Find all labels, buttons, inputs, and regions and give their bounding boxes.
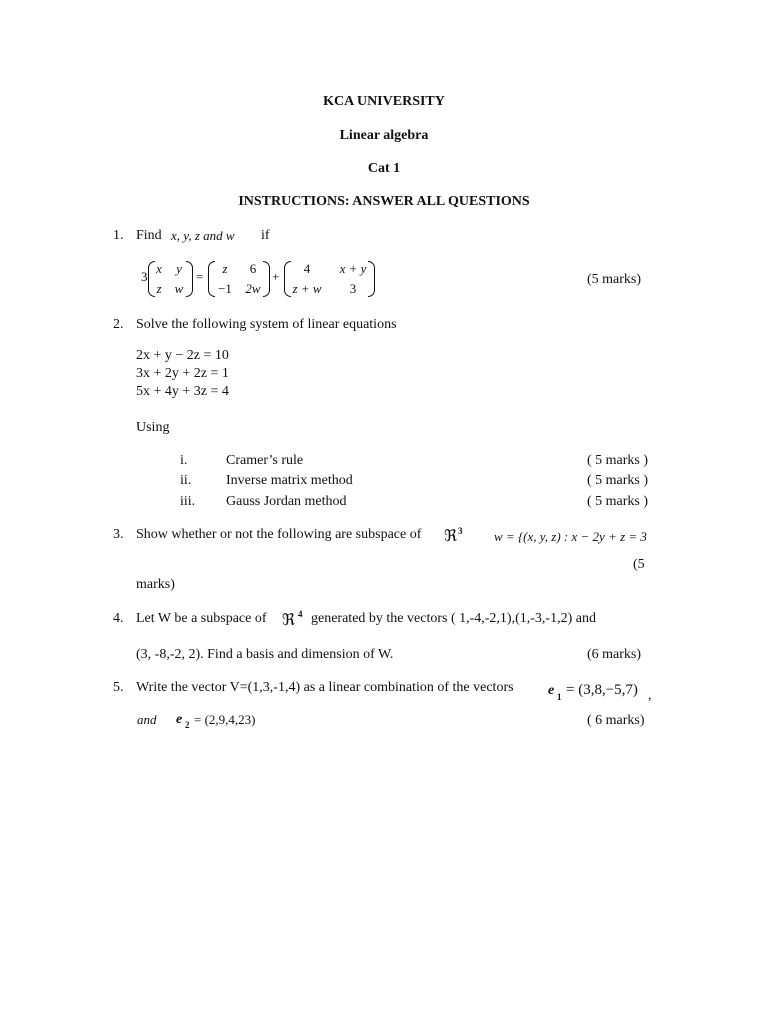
marks: (5 marks) — [587, 272, 642, 287]
vector-value: = (3,8,−5,7) — [566, 682, 638, 698]
vector-label: e — [548, 683, 555, 698]
matrix-entry: 4 — [303, 261, 311, 276]
method-name: Cramer’s rule — [226, 453, 304, 468]
question-number: 3. — [113, 527, 124, 542]
course-title: Linear algebra — [339, 128, 429, 143]
vector-value: = (2,9,4,23) — [194, 712, 256, 727]
instructions: INSTRUCTIONS: ANSWER ALL QUESTIONS — [238, 194, 530, 209]
question-number: 5. — [113, 680, 124, 695]
method-number: ii. — [180, 473, 192, 488]
matrix-entry: x — [156, 261, 162, 276]
conjunction: and — [137, 712, 157, 727]
plus-sign: + — [272, 269, 280, 284]
question-number: 1. — [113, 228, 124, 243]
equation: 5x + 4y + 3z = 4 — [136, 384, 229, 399]
real-space-symbol: ℜ — [282, 610, 296, 629]
equation: 2x + y − 2z = 10 — [136, 348, 229, 363]
matrix-entry: 3 — [349, 281, 357, 296]
set-definition: w = {(x, y, z) : x − 2y + z = 3 — [494, 529, 647, 544]
matrix-entry: y — [176, 261, 182, 276]
marks: ( 5 marks ) — [587, 473, 649, 488]
matrix-entry: z — [222, 261, 228, 276]
marks: ( 5 marks ) — [587, 494, 649, 509]
equation: 3x + 2y + 2z = 1 — [136, 366, 229, 381]
method-number: iii. — [180, 494, 196, 509]
using-label: Using — [136, 420, 170, 435]
marks: ( 5 marks ) — [587, 453, 649, 468]
method-name: Inverse matrix method — [226, 473, 353, 488]
variables: x, y, z and w — [171, 228, 235, 243]
method-number: i. — [180, 453, 188, 468]
question-number: 2. — [113, 317, 124, 332]
vector-subscript: 2 — [185, 720, 190, 730]
marks: (6 marks) — [587, 647, 642, 662]
real-space-symbol: ℜ — [444, 526, 458, 545]
space-exponent: 3 — [458, 526, 463, 536]
matrix-entry: −1 — [218, 281, 232, 296]
matrix-entry: 2w — [245, 281, 261, 296]
question-text: Let W be a subspace of — [136, 611, 267, 626]
question-text: generated by the vectors ( 1,-4,-2,1),(1,-3,-1,2) and — [311, 611, 596, 626]
matrix-entry: w — [174, 281, 184, 296]
university-title: KCA UNIVERSITY — [323, 94, 445, 109]
assessment-title: Cat 1 — [367, 161, 401, 176]
marks: ( 6 marks) — [587, 713, 645, 728]
vector-subscript: 1 — [557, 692, 562, 702]
matrix-entry: z — [156, 281, 162, 296]
right-paren-icon — [186, 261, 193, 297]
question-text: Find — [136, 228, 162, 243]
scalar: 3 — [141, 269, 148, 284]
marks: (5 — [633, 557, 645, 572]
right-paren-icon — [263, 261, 270, 297]
marks: marks) — [136, 577, 175, 592]
question-text: if — [261, 228, 270, 243]
equals-sign: = — [196, 269, 204, 284]
punctuation: , — [648, 688, 652, 703]
question-text: Solve the following system of linear equations — [136, 317, 397, 332]
space-exponent: 4 — [298, 609, 303, 619]
question-text: (3, -8,-2, 2). Find a basis and dimension of W. — [136, 647, 394, 662]
question-text: Write the vector V=(1,3,-1,4) as a linear combination of the vectors — [136, 680, 514, 695]
matrix-entry: 6 — [249, 261, 257, 276]
matrix-entry: z + w — [292, 281, 322, 296]
matrix-entry: x + y — [339, 261, 367, 276]
question-text: Show whether or not the following are subspace of — [136, 527, 422, 542]
question-number: 4. — [113, 611, 124, 626]
right-paren-icon — [368, 261, 375, 297]
method-name: Gauss Jordan method — [226, 494, 347, 509]
vector-label: e — [176, 712, 183, 727]
